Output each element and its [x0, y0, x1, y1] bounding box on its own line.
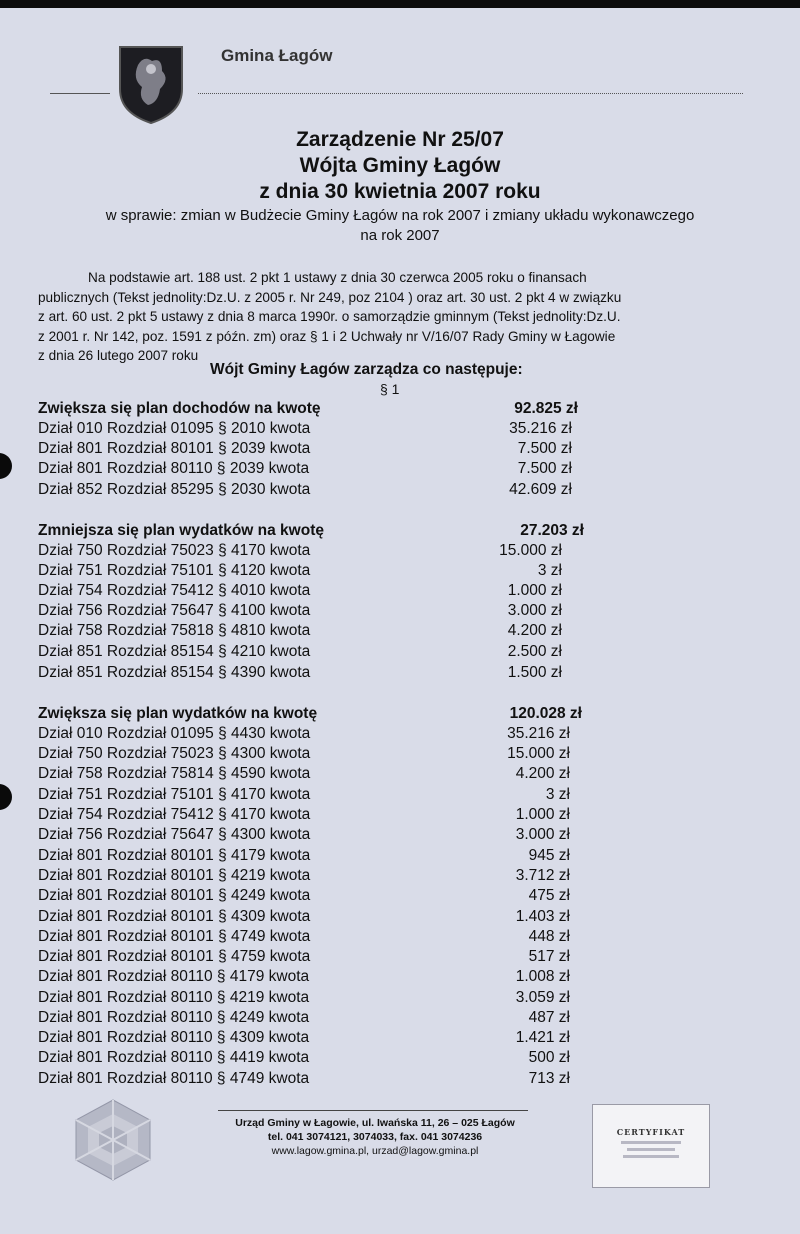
header-divider — [198, 93, 743, 94]
section-heading: Zwiększa się plan dochodów na kwotę 92.825 zł — [38, 400, 578, 417]
budget-row: Dział 801 Rozdział 80101 § 4249 kwota 475 zł — [38, 887, 570, 904]
budget-row: Dział 756 Rozdział 75647 § 4100 kwota 3.000 zł — [38, 602, 562, 619]
budget-row: Dział 801 Rozdział 80101 § 4219 kwota 3.712 zł — [38, 867, 570, 884]
footer-phones: tel. 041 3074121, 3074033, fax. 041 3074236 — [267, 1131, 483, 1143]
budget-row: Dział 754 Rozdział 75412 § 4170 kwota 1.000 zł — [38, 806, 570, 823]
budget-row: Dział 756 Rozdział 75647 § 4300 kwota 3.000 zł — [38, 826, 570, 843]
budget-row: Dział 754 Rozdział 75412 § 4010 kwota 1.000 zł — [38, 582, 562, 599]
paragraph-line: z dnia 26 lutego 2007 roku — [38, 348, 199, 363]
hexagon-logo-icon — [72, 1098, 154, 1182]
document-title-date: z dnia 30 kwietnia 2007 roku — [259, 180, 541, 203]
coat-of-arms-icon — [118, 45, 184, 125]
budget-row: Dział 801 Rozdział 80110 § 4309 kwota 1.421 zł — [38, 1029, 570, 1046]
budget-row: Dział 758 Rozdział 75818 § 4810 kwota 4.200 zł — [38, 622, 562, 639]
certificate-line — [621, 1141, 681, 1144]
document-title-issuer: Wójta Gminy Łagów — [299, 154, 501, 177]
punch-hole — [0, 784, 12, 810]
budget-row: Dział 801 Rozdział 80110 § 4219 kwota 3.059 zł — [38, 989, 570, 1006]
budget-row: Dział 010 Rozdział 01095 § 4430 kwota 35.216 zł — [38, 725, 570, 742]
legal-basis-paragraph — [38, 268, 743, 366]
budget-row: Dział 801 Rozdział 80110 § 4249 kwota 487 zł — [38, 1009, 570, 1026]
decree-line: Wójt Gminy Łagów zarządza co następuje: — [210, 361, 523, 378]
budget-row: Dział 801 Rozdział 80110 § 2039 kwota 7.500 zł — [38, 460, 572, 477]
paragraph-line: z art. 60 ust. 2 pkt 5 ustawy z dnia 8 marca 1990r. o samorządzie gminnym (Tekst jednolity:Dz.U. — [38, 309, 621, 324]
paragraph-line: Na podstawie art. 188 ust. 2 pkt 1 ustawy z dnia 30 czerwca 2005 roku o finansach — [88, 270, 587, 285]
budget-row: Dział 801 Rozdział 80110 § 4419 kwota 500 zł — [38, 1049, 570, 1066]
budget-row: Dział 751 Rozdział 75101 § 4120 kwota 3 zł — [38, 562, 562, 579]
budget-row: Dział 801 Rozdział 80101 § 4309 kwota 1.403 zł — [38, 908, 570, 925]
budget-row: Dział 801 Rozdział 80101 § 4759 kwota 517 zł — [38, 948, 570, 965]
section-heading: Zmniejsza się plan wydatków na kwotę 27.203 zł — [38, 522, 584, 539]
section-total: 120.028 zł — [509, 705, 582, 722]
budget-row: Dział 851 Rozdział 85154 § 4390 kwota 1.500 zł — [38, 664, 562, 681]
paragraph-line: z 2001 r. Nr 142, poz. 1591 z późn. zm) oraz § 1 i 2 Uchwały nr V/16/07 Rady Gminy w Łagowie — [38, 328, 616, 344]
section-total: 27.203 zł — [520, 522, 584, 539]
budget-row: Dział 851 Rozdział 85154 § 4210 kwota 2.500 zł — [38, 643, 562, 660]
budget-row: Dział 758 Rozdział 75814 § 4590 kwota 4.200 zł — [38, 765, 570, 782]
certificate-label: CERTYFIKAT — [616, 1127, 686, 1137]
budget-row: Dział 801 Rozdział 80110 § 4749 kwota 713 zł — [38, 1070, 570, 1087]
footer-web: www.lagow.gmina.pl, urzad@lagow.gmina.pl — [271, 1145, 479, 1157]
header-divider — [50, 93, 110, 94]
footer-divider — [218, 1110, 528, 1111]
certificate-line — [623, 1155, 679, 1158]
subject-line: w sprawie: zmian w Budżecie Gminy Łagów na rok 2007 i zmiany układu wykonawczego — [105, 207, 695, 224]
paragraph-number: § 1 — [380, 381, 400, 397]
budget-row: Dział 010 Rozdział 01095 § 2010 kwota 35.216 zł — [38, 420, 572, 437]
footer-contact — [190, 1116, 560, 1158]
document-title: Zarządzenie Nr 25/07 — [296, 128, 504, 151]
certificate-line — [627, 1148, 675, 1151]
budget-row: Dział 852 Rozdział 85295 § 2030 kwota 42.609 zł — [38, 481, 572, 498]
budget-row: Dział 801 Rozdział 80101 § 2039 kwota 7.500 zł — [38, 440, 572, 457]
scan-top-edge — [0, 0, 800, 8]
certificate-badge — [592, 1104, 710, 1188]
document-subject — [30, 206, 770, 246]
budget-row: Dział 801 Rozdział 80101 § 4749 kwota 448 zł — [38, 928, 570, 945]
footer-address: Urząd Gminy w Łagowie, ul. Iwańska 11, 26 – 025 Łagów — [235, 1117, 515, 1129]
office-name: Gmina Łagów — [221, 46, 333, 65]
subject-line: na rok 2007 — [360, 227, 440, 244]
paragraph-line: publicznych (Tekst jednolity:Dz.U. z 2005 r. Nr 249, poz 2104 ) oraz art. 30 ust. 2 pkt 4 w związku — [38, 289, 622, 305]
budget-row: Dział 751 Rozdział 75101 § 4170 kwota 3 zł — [38, 786, 570, 803]
budget-row: Dział 750 Rozdział 75023 § 4170 kwota 15.000 zł — [38, 542, 562, 559]
budget-row: Dział 801 Rozdział 80110 § 4179 kwota 1.008 zł — [38, 968, 570, 985]
punch-hole — [0, 453, 12, 479]
section-heading: Zwiększa się plan wydatków na kwotę 120.028 zł — [38, 705, 582, 722]
budget-row: Dział 801 Rozdział 80101 § 4179 kwota 945 zł — [38, 847, 570, 864]
section-total: 92.825 zł — [514, 400, 578, 417]
budget-row: Dział 750 Rozdział 75023 § 4300 kwota 15.000 zł — [38, 745, 570, 762]
